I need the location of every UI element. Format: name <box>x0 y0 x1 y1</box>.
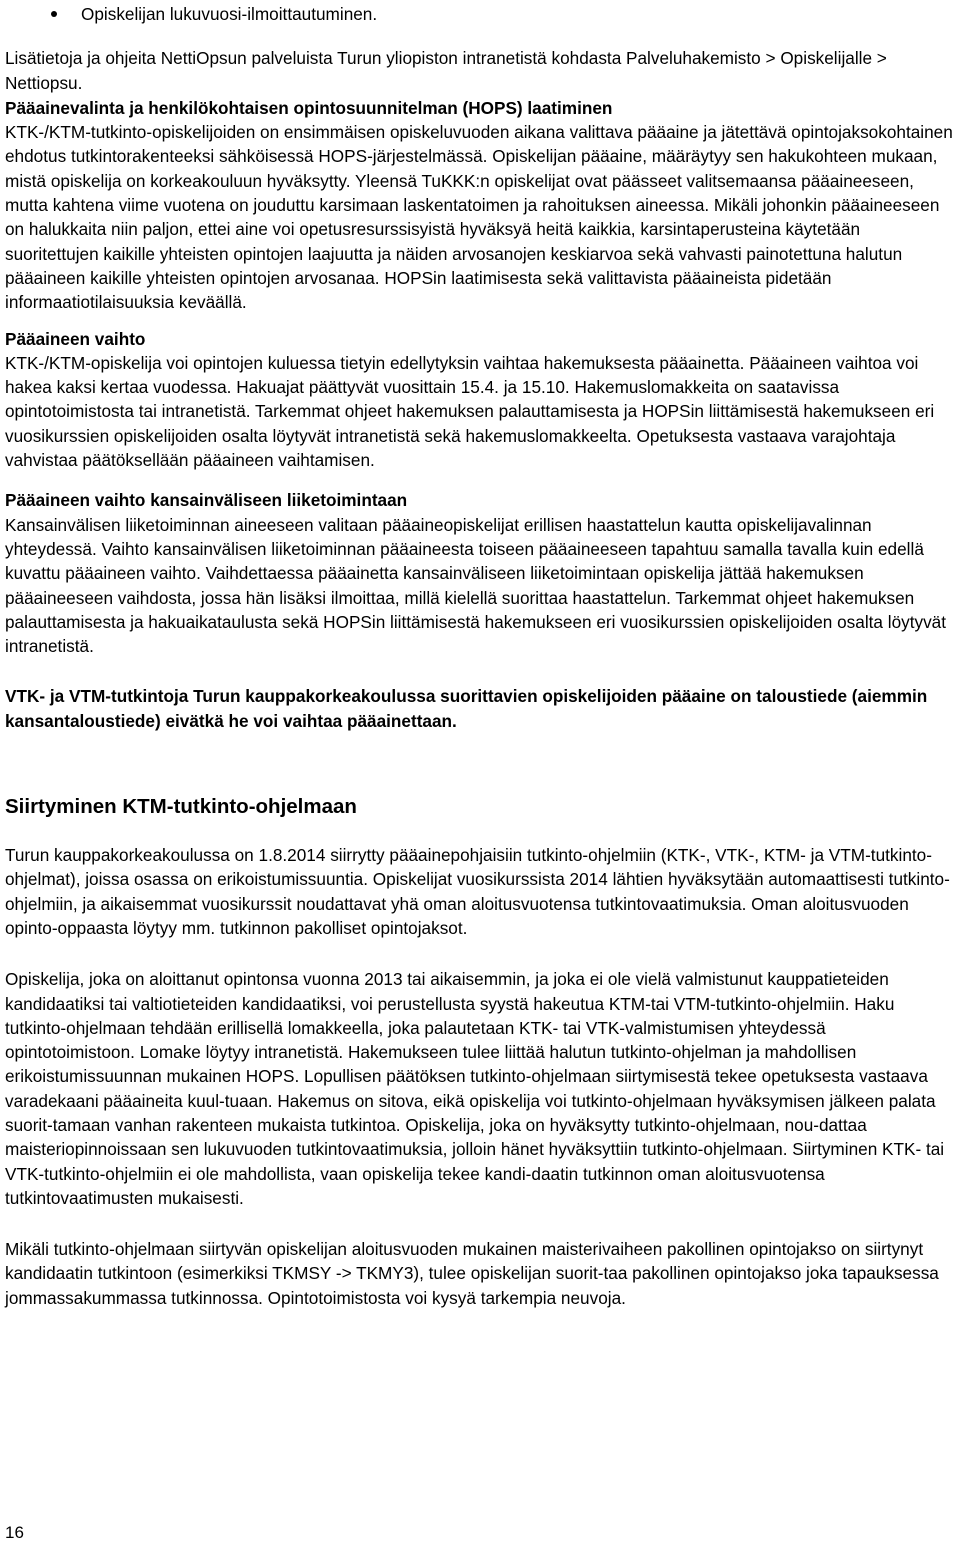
section-body: Kansainvälisen liiketoiminnan aineeseen valitaan pääaineopiskelijat erillisen haastattelun kautta opiskelijavalinnan yhteydessä. Vaihto kansainvälisen liiketoiminnan pääaineesta toiseen pääaineeseen tapahtuu samalla tavalla kuin edellä kuvattu pääaineen vaihto. Vaihdettaessa pääainetta kansainväliseen liiketoimintaan opiskelija jättää hakemuksen pääaineeseen vaihdosta, jossa hän lisäksi ilmoittaa, millä kielellä suorittaa haastattelun. Tarkemmat ohjeet hakemuksen palauttamisesta ja hakuaikataulusta sekä HOPSin liittämisestä hakemukseen eri vuosikurssien opiskelijoiden osalta löytyvät intranetistä. <box>5 514 947 657</box>
list-item-text: Opiskelijan lukuvuosi-ilmoittautuminen. <box>81 4 378 24</box>
section-major-change <box>5 327 953 473</box>
paragraph: Turun kauppakorkeakoulussa on 1.8.2014 siirrytty pääainepohjaisiin tutkinto-ohjelmiin (KTK-, VTK-, KTM- ja VTM-tutkinto-ohjelmat), joissa osassa on erikoistumissuuntia. Opiskelijat vuosikurssista 2014 lähtien hyväksytään automaattisesti tutkinto-ohjelmiin, ja aikaisemmat vuosikurssit noudattavat yhä oman aloitusvuotensa tutkintovaatimuksia. Oman aloitusvuoden opinto-oppaasta löytyy mm. tutkinnon pakolliset opintojaksot. <box>5 845 950 938</box>
list-item <box>5 2 953 26</box>
section-body: KTK-/KTM-opiskelija voi opintojen kuluessa tietyin edellytyksin vaihtaa hakemuksesta pääainetta. Pääaineen vaihtoa voi hakea kaksi kertaa vuodessa. Hakuajat päättyvät vuosittain 15.4. ja 15.10. Hakemuslomakkeita on saatavissa opintotoimistosta tai intranetistä. Tarkemmat ohjeet hakemuksen palauttamisesta ja HOPSin liittämisestä hakemukseen eri vuosikurssien opiskelijoiden osalta löytyvät intranetistä sekä hakemuslomakkeelta. Opetuksesta vastaava varajohtaja vahvistaa päätöksellään pääaineen vaihtamisen. <box>5 352 935 471</box>
section-heading: Pääainevalinta ja henkilökohtaisen opintosuunnitelman (HOPS) laatiminen <box>5 97 613 118</box>
page-number: 16 <box>5 1523 24 1542</box>
section-body: KTK-/KTM-tutkinto-opiskelijoiden on ensimmäisen opiskeluvuoden aikana valittava pääaine ja jätettävä opintojaksokohtainen ehdotus tutkintorakenteeksi sähköisessä HOPS-järjestelmässä. Opiskelijan pääaine, määräytyy sen hakukohteen mukaan, mistä opiskelija on korkeakouluun hyväksytty. Yleensä TuKKK:n opiskelijat ovat päässeet valitsemaansa pääaineeseen, mutta kahtena viime vuotena on jouduttu karsimaan laskentatoimen ja rahoituksen aineessa. Mikäli johonkin pääaineeseen on halukkaita niin paljon, ettei aine voi opetusresurssisyistä hyväksyä heitä kaikkia, karsintaperusteina käytetään suoritettujen kaikille yhteisten opintojen laajuutta ja näiden arvosanojen keskiarvoa sekä vahvasti painotettuna halutun pääaineen kaikille yhteisten opintojen arvosanaa. HOPSin laatimisesta sekä valittavista pääaineista pidetään informaatiotilaisuuksia keväällä. <box>5 122 953 313</box>
section-heading: Pääaineen vaihto kansainväliseen liiketoimintaan <box>5 490 408 511</box>
section-international-business <box>5 488 953 658</box>
paragraph: Mikäli tutkinto-ohjelmaan siirtyvän opiskelijan aloitusvuoden mukainen maisterivaiheen pakollinen opintojakso on siirtynyt kandidaatin tutkintoon (esimerkiksi TKMSY -> TKMY3), tulee opiskelijan suorit-taa pakollinen opintojakso joka tapauksessa jommassakummassa tutkinnossa. Opintotoimistosta voi kysyä tarkempia neuvoja. <box>5 1239 939 1308</box>
section-title: Siirtyminen KTM-tutkinto-ohjelmaan <box>5 795 357 819</box>
bullet-icon <box>51 11 57 17</box>
document-page <box>5 0 953 1310</box>
section-major-selection <box>5 96 953 315</box>
info-paragraph: Lisätietoja ja ohjeita NettiOpsun palveluista Turun yliopiston intranetistä kohdasta Palveluhakemisto > Opiskelijalle > Nettiopsu. <box>5 48 887 93</box>
paragraph: Opiskelija, joka on aloittanut opintonsa vuonna 2013 tai aikaisemmin, ja joka ei ole vielä valmistunut kauppatieteiden kandidaatiksi tai valtiotieteiden kandidaatiksi, voi perustellusta syystä hakeutua KTM-tai VTM-tutkinto-ohjelmiin. Haku tutkinto-ohjelmaan tehdään erillisellä lomakkeella, joka palautetaan KTK- tai VTK-valmistumisen yhteydessä opintotoimistoon. Lomake löytyy intranetistä. Hakemukseen tulee liittää halutun tutkinto-ohjelman ja mahdollisen erikoistumissuunnan mukainen HOPS. Lopullisen päätöksen tutkinto-ohjelmaan siirtymisestä tekee opetuksesta vastaava varadekaani pääaineita kuul-tuaan. Hakemus on sitova, eikä opiskelija voi tutkinto-ohjelmaan hyväksymisen jälkeen palata suorit-tamaan vanhan rakenteen mukaista tutkintoa. Opiskelija, joka on hyväksytty tutkinto-ohjelmaan, nou-dattaa maisteriopinnoissaan sen lukuvuoden tutkintovaatimuksia, jolloin hänet hyväksyttiin tutkinto-ohjelmaan. Siirtyminen KTK- tai VTK-tutkinto-ohjelmiin ei ole mahdollista, vaan opiskelija tekee kandi-daatin tutkinnon oman aloitusvuotensa tutkintovaatimusten mukaisesti. <box>5 969 945 1208</box>
section-programme-transfer <box>5 794 953 1310</box>
section-heading: Pääaineen vaihto <box>5 328 146 349</box>
bold-note: VTK- ja VTM-tutkintoja Turun kauppakorkeakoulussa suorittavien opiskelijoiden pääaine on taloustiede (aiemmin kansantaloustiede) eivätkä he voi vaihtaa pääainettaan. <box>5 686 928 731</box>
